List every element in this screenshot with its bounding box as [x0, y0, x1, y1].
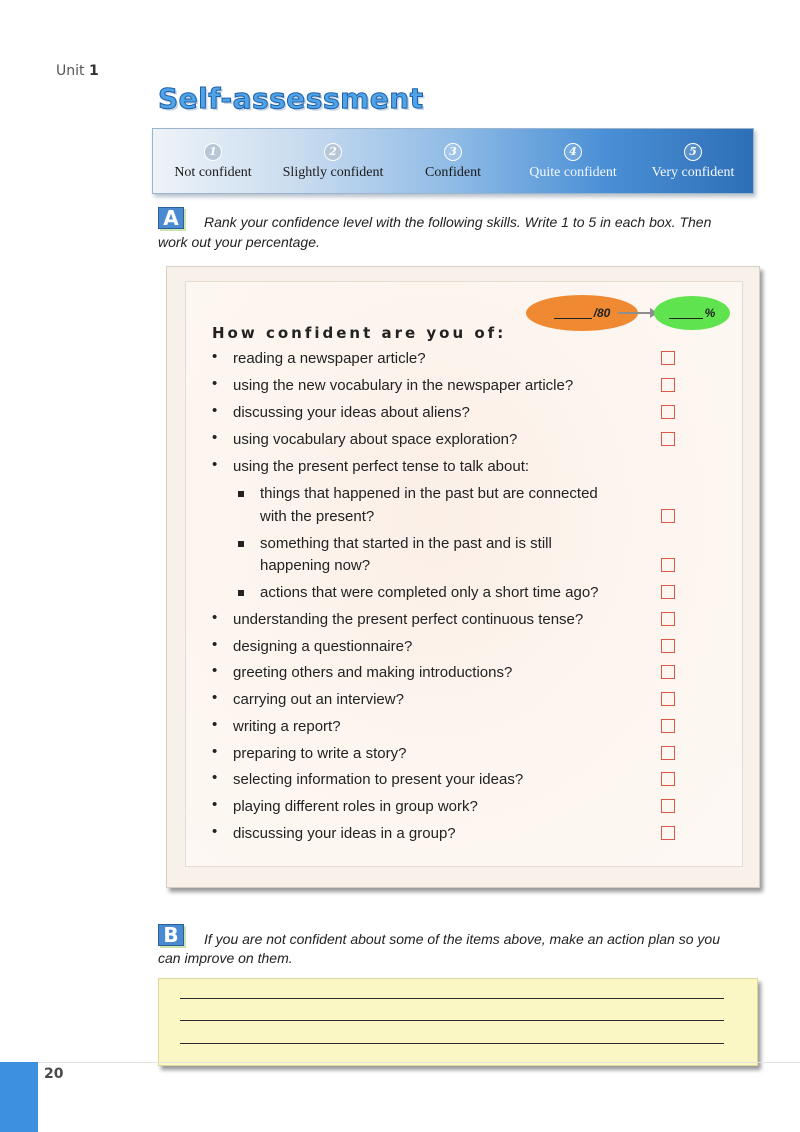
list-item: writing a report? — [233, 718, 341, 735]
checklist-question: How confident are you of: — [212, 324, 507, 342]
footer-divider — [0, 1062, 800, 1063]
square-bullet-icon — [238, 590, 244, 596]
bullet-icon: • — [212, 402, 218, 419]
rating-box[interactable] — [661, 746, 675, 760]
list-item: designing a questionnaire? — [233, 638, 413, 655]
list-item: selecting information to present your ideas? — [233, 771, 524, 788]
rating-box[interactable] — [661, 639, 675, 653]
page-tab — [0, 1062, 38, 1132]
rating-box[interactable] — [661, 665, 675, 679]
list-item-continuation: with the present? — [260, 508, 375, 525]
list-item: preparing to write a story? — [233, 745, 407, 762]
unit-number: 1 — [88, 63, 99, 79]
score-blank[interactable] — [554, 306, 592, 319]
scale-number-4: 4 — [564, 143, 582, 161]
rating-box[interactable] — [661, 558, 675, 572]
bullet-icon: • — [212, 348, 218, 365]
bullet-icon: • — [212, 823, 218, 840]
unit-label-text: Unit — [56, 63, 85, 79]
scale-label-3: Confident — [425, 165, 481, 180]
list-item: things that happened in the past but are connected — [260, 485, 598, 502]
scale-number-5: 5 — [684, 143, 702, 161]
rating-box[interactable] — [661, 772, 675, 786]
rating-box[interactable] — [661, 585, 675, 599]
action-plan-line-1[interactable] — [180, 998, 724, 999]
bullet-icon: • — [212, 456, 218, 473]
list-item: discussing your ideas in a group? — [233, 825, 456, 842]
section-b-instruction-line1: If you are not confident about some of the items above, make an action plan so you — [204, 931, 720, 947]
list-item: something that started in the past and is still — [260, 535, 552, 552]
score-total-suffix: /80 — [593, 306, 611, 320]
score-percent-oval — [654, 296, 730, 330]
bullet-icon: • — [212, 429, 218, 446]
bullet-icon: • — [212, 743, 218, 760]
rating-box[interactable] — [661, 432, 675, 446]
list-item: understanding the present perfect continuous tense? — [233, 611, 584, 628]
action-plan-line-3[interactable] — [180, 1043, 724, 1044]
rating-box[interactable] — [661, 405, 675, 419]
confidence-scale — [152, 128, 754, 194]
list-item: greeting others and making introductions? — [233, 664, 513, 681]
action-plan-box — [158, 978, 758, 1066]
bullet-icon: • — [212, 769, 218, 786]
list-item: reading a newspaper article? — [233, 350, 426, 367]
list-item: carrying out an interview? — [233, 691, 404, 708]
scale-number-1: 1 — [204, 143, 222, 161]
scale-label-5: Very confident — [651, 165, 735, 180]
list-item: using the present perfect tense to talk about: — [233, 458, 530, 475]
section-b-badge: B — [158, 924, 184, 946]
page-number: 20 — [44, 1066, 64, 1082]
rating-box[interactable] — [661, 378, 675, 392]
rating-box[interactable] — [661, 612, 675, 626]
scale-number-3: 3 — [444, 143, 462, 161]
arrow-right-icon — [618, 312, 652, 314]
bullet-icon: • — [212, 662, 218, 679]
rating-box[interactable] — [661, 719, 675, 733]
scale-level-3 — [393, 129, 513, 193]
rating-box[interactable] — [661, 692, 675, 706]
scale-number-2: 2 — [324, 143, 342, 161]
bullet-icon: • — [212, 636, 218, 653]
scale-label-4: Quite confident — [529, 165, 617, 180]
list-item: discussing your ideas about aliens? — [233, 404, 470, 421]
scale-level-1 — [153, 129, 273, 193]
page-title: Self-assessment — [158, 82, 424, 115]
bullet-icon: • — [212, 375, 218, 392]
square-bullet-icon — [238, 491, 244, 497]
section-b-instruction-line2: can improve on them. — [158, 950, 293, 966]
list-item: actions that were completed only a short time ago? — [260, 584, 599, 601]
scale-level-5 — [633, 129, 753, 193]
rating-box[interactable] — [661, 351, 675, 365]
rating-box[interactable] — [661, 799, 675, 813]
section-a-instruction-line1: Rank your confidence level with the following skills. Write 1 to 5 in each box. Then — [204, 214, 712, 230]
rating-box[interactable] — [661, 826, 675, 840]
score-percent-suffix: % — [704, 306, 716, 320]
square-bullet-icon — [238, 541, 244, 547]
bullet-icon: • — [212, 796, 218, 813]
bullet-icon: • — [212, 716, 218, 733]
action-plan-line-2[interactable] — [180, 1020, 724, 1021]
list-item: using vocabulary about space exploration? — [233, 431, 518, 448]
bullet-icon: • — [212, 609, 218, 626]
list-item-continuation: happening now? — [260, 557, 371, 574]
percent-blank[interactable] — [669, 306, 703, 319]
scale-level-4 — [513, 129, 633, 193]
unit-label — [56, 63, 99, 79]
section-a-badge: A — [158, 207, 184, 229]
scale-label-1: Not confident — [174, 165, 252, 180]
list-item: using the new vocabulary in the newspaper article? — [233, 377, 574, 394]
bullet-icon: • — [212, 689, 218, 706]
scale-label-2: Slightly confident — [282, 165, 384, 180]
rating-box[interactable] — [661, 509, 675, 523]
section-a-instruction-line2: work out your percentage. — [158, 234, 320, 250]
scale-level-2 — [273, 129, 393, 193]
list-item: playing different roles in group work? — [233, 798, 478, 815]
